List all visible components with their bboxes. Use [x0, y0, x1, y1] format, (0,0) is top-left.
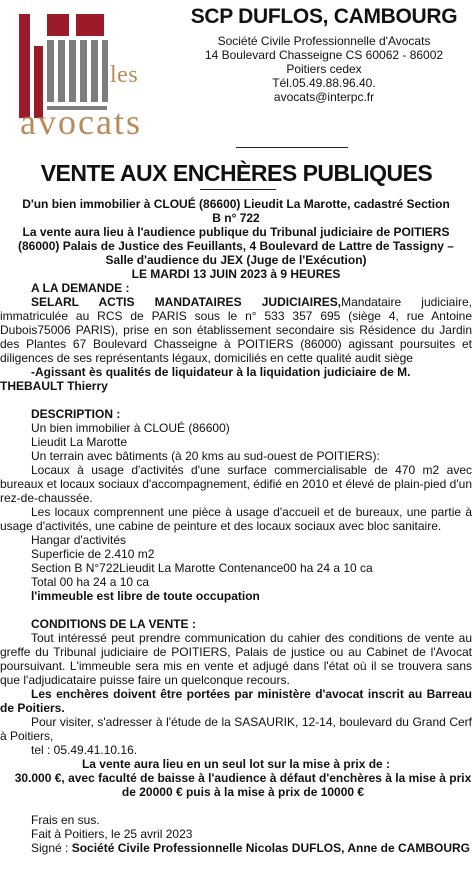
header-divider [236, 147, 348, 148]
intro-line: D'un bien immobilier à CLOUÉ (86600) Lieudit La Marotte, cadastré Section [22, 197, 450, 211]
logo-les-text: les [110, 62, 139, 88]
firm-line: Poitiers cedex [286, 62, 362, 76]
description-line: Un terrain avec bâtiments (à 20 kms au sud-ouest de POITIERS): [31, 449, 380, 463]
conditions-heading: CONDITIONS DE LA VENTE : [31, 617, 196, 631]
firm-details [190, 34, 458, 104]
description-line: Hangar d'activités [31, 533, 127, 547]
conditions-tel: tel : 05.49.41.10.16. [31, 743, 138, 757]
sale-date: LE MARDI 13 JUIN 2023 à 9 HEURES [131, 267, 341, 281]
signature-label: Signé : [31, 841, 72, 855]
fees-note: Frais en sus. [31, 813, 100, 827]
firm-line: Société Civile Professionnelle d'Avocats [217, 34, 431, 48]
description-line: Section B N°722Lieudit La Marotte Contenance00 ha 24 a 10 ca [31, 561, 373, 575]
occupancy-status: l'immeuble est libre de toute occupation [31, 589, 260, 603]
description-line: Un bien immobilier à CLOUÉ (86600) [31, 421, 230, 435]
logo-avocats-text: avocats [20, 102, 142, 142]
les-avocats-logo [14, 6, 186, 142]
demande-heading: A LA DEMANDE : [31, 281, 130, 295]
description-line: Superficie de 2.410 m2 [31, 547, 155, 561]
page-title: VENTE AUX ENCHÈRES PUBLIQUES [40, 160, 433, 186]
firm-email: avocats@interpc.fr [273, 90, 375, 104]
conditions-paragraph: Tout intéressé peut prendre communication du cahier des conditions de vente au greffe du Tribunal judiciaire de POITIERS, Palais de justice ou au Cabinet de l'Avocat poursuivant. L'immeuble sera mis en vente et adjugé dans l'état où il se trouvera sans que l'adjudicataire puisse faire un quelconque recours. [0, 631, 472, 687]
conditions-bar: Les enchères doivent être portées par ministère d'avocat inscrit au Barreau de Poitiers. [0, 687, 472, 715]
firm-header [190, 4, 458, 104]
conditions-visit: Pour visiter, s'adresser à l'étude de la SASAURIK, 12-14, boulevard du Grand Cerf à Poitiers, [0, 715, 472, 743]
intro-line: Salle d'audience du JEX (Juge de l'Exécution) [105, 253, 367, 267]
notice-body [0, 197, 473, 855]
demande-party [0, 295, 472, 365]
demande-party-text: Mandataire judiciaire, immatriculée au RCS de PARIS sous le n° 533 357 695 (siège 4, rue Antoine Dubois75006 PARIS), prise en son établissement secondaire sis Résidence du Jardin des Plantes 67 Boulevard Chasseigne à POITIERS (86000) agissant poursuites et diligences de ses représentants légaux, domiciliés en cette qualité audit siège [0, 295, 472, 365]
intro-line: B n° 722 [212, 211, 260, 225]
description-paragraph: Les locaux comprennent une pièce à usage d'accueil et de bureaux, une partie à usage d'activités, une cabine de peinture et des locaux sociaux avec bloc sanitaire. [0, 505, 472, 533]
demande-party-name: SELARL ACTIS MANDATAIRES JUDICIAIRES, [31, 295, 342, 309]
description-paragraph: Locaux à usage d'activités d'une surface commercialisable de 470 m2 avec bureaux et locaux sociaux d'accompagnement, édifié en 2010 et élevé de plain-pied d'un rez-de-chaussée. [0, 463, 472, 505]
reserve-price-intro: La vente aura lieu en un seul lot sur la mise à prix de : [81, 757, 391, 771]
demande-capacity: -Agissant ès qualités de liquidateur à la liquidation judiciaire de M. THEBAULT Thierry [0, 365, 411, 393]
description-line: Lieudit La Marotte [31, 435, 128, 449]
reserve-price: 30.000 €, avec faculté de baisse à l'audience à défaut d'enchères à la mise à prix de 20000 € puis à la mise à prix de 10000 € [14, 771, 472, 799]
signature-place-date: Fait à Poitiers, le 25 avril 2023 [31, 827, 193, 841]
description-heading: DESCRIPTION : [31, 407, 121, 421]
signature-name: Société Civile Professionnelle Nicolas DUFLOS, Anne de CAMBOURG [71, 841, 471, 855]
firm-phone: Tél.05.49.88.96.40. [272, 76, 376, 90]
signature [0, 841, 472, 855]
description-line: Total 00 ha 24 a 10 ca [31, 575, 150, 589]
title-underline [200, 189, 276, 190]
intro-line: La vente aura lieu à l'audience publique du Tribunal judiciaire de POITIERS [22, 225, 450, 239]
intro-line: (86000) Palais de Justice des Feuillants, 4 Boulevard de Lattre de Tassigny – [18, 239, 454, 253]
firm-name: SCP DUFLOS, CAMBOURG [190, 5, 458, 28]
firm-line: 14 Boulevard Chasseigne CS 60062 - 86002 [204, 48, 444, 62]
